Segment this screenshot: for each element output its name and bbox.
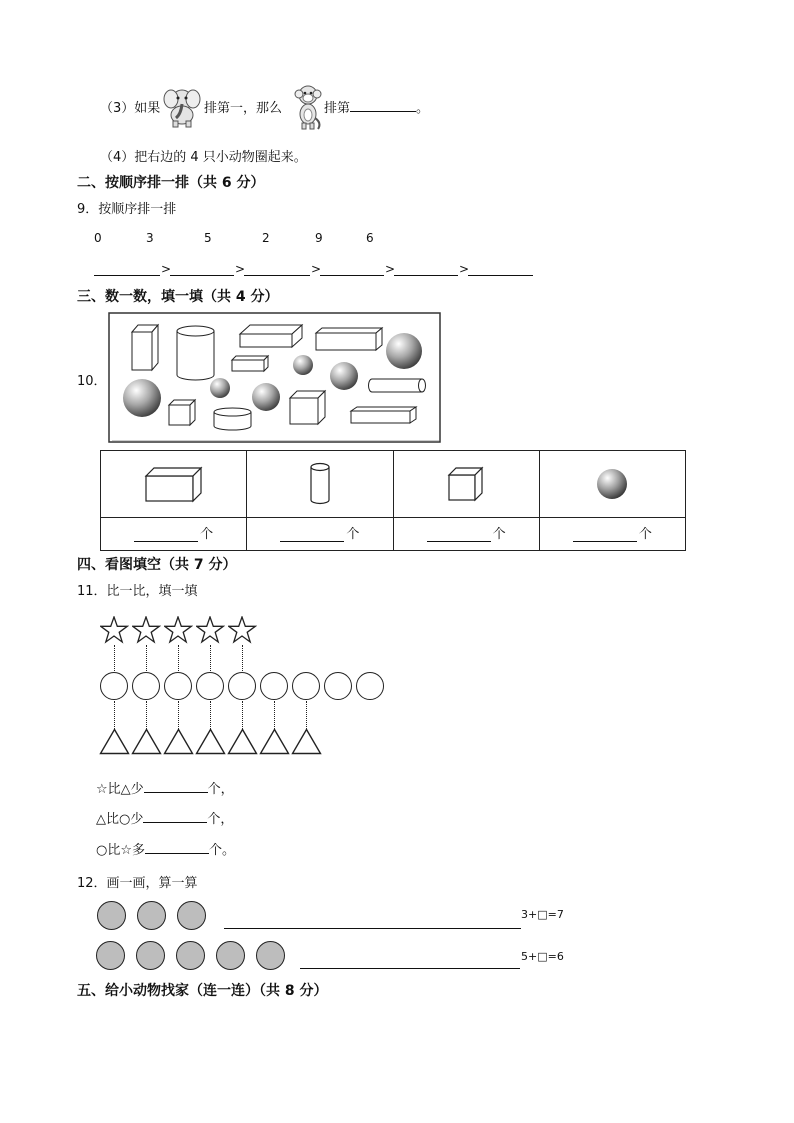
cylinder-cell bbox=[247, 451, 393, 518]
greater-than-sign: > bbox=[459, 262, 470, 276]
greater-than-sign: > bbox=[235, 262, 246, 276]
dotted-connector bbox=[210, 701, 211, 729]
circle-shape bbox=[228, 672, 256, 700]
order-blank-3[interactable] bbox=[244, 261, 310, 276]
number-5: 6 bbox=[366, 231, 374, 245]
equation-1: 3+□=7 bbox=[521, 908, 564, 921]
triangle-shape bbox=[131, 728, 162, 759]
grey-circle bbox=[177, 901, 206, 930]
cube-shape bbox=[169, 400, 195, 425]
equation-2: 5+□=6 bbox=[521, 950, 564, 963]
order-blank-2[interactable] bbox=[170, 261, 234, 276]
cuboid-shape bbox=[316, 328, 382, 350]
answer-blank-triangle-circle[interactable] bbox=[143, 810, 207, 823]
cuboid-shape bbox=[351, 407, 416, 423]
cuboid-shape bbox=[132, 325, 158, 370]
section-2-heading: 二、按顺序排一排（共 6 分） bbox=[77, 175, 265, 191]
fill-star-vs-triangle: ☆比△少 个， bbox=[96, 782, 234, 797]
question-10: 10． bbox=[77, 374, 107, 389]
cylinder-shape bbox=[214, 408, 251, 430]
answer-blank-circle-star[interactable] bbox=[145, 841, 209, 854]
cylinder-count-blank[interactable] bbox=[280, 529, 344, 542]
sphere-shape bbox=[252, 383, 280, 411]
circle-shape bbox=[164, 672, 192, 700]
shapes-picture bbox=[108, 312, 442, 444]
grey-circle bbox=[256, 941, 285, 970]
count-table: 个 个 个 个 bbox=[100, 450, 686, 551]
triangle-shape bbox=[163, 728, 194, 759]
question-9: 9．按顺序排一排 bbox=[77, 202, 177, 217]
grey-circle bbox=[96, 941, 125, 970]
number-3: 2 bbox=[262, 231, 270, 245]
star-shape bbox=[196, 616, 225, 648]
grey-circle bbox=[137, 901, 166, 930]
dotted-connector bbox=[114, 701, 115, 729]
cuboid-shape-icon bbox=[143, 464, 205, 504]
dotted-connector bbox=[146, 645, 147, 671]
dotted-connector bbox=[146, 701, 147, 729]
fill-circle-vs-star: ○比☆多 个。 bbox=[96, 843, 236, 858]
section-3-heading: 三、数一数，填一填（共 4 分） bbox=[77, 289, 279, 305]
dotted-connector bbox=[114, 645, 115, 671]
star-shape bbox=[228, 616, 257, 648]
triangle-shape bbox=[291, 728, 322, 759]
question-11: 11．比一比，填一填 bbox=[77, 584, 198, 599]
number-0: 0 bbox=[94, 231, 102, 245]
cuboid-shape bbox=[240, 325, 302, 347]
cylinder-shape bbox=[369, 379, 426, 392]
greater-than-sign: > bbox=[161, 262, 172, 276]
sphere-shape bbox=[210, 378, 230, 398]
order-blank-4[interactable] bbox=[320, 261, 384, 276]
number-4: 9 bbox=[315, 231, 323, 245]
answer-blank-q3[interactable] bbox=[350, 99, 416, 112]
order-blank-6[interactable] bbox=[468, 261, 533, 276]
cube-cell bbox=[393, 451, 539, 518]
answer-blank-star-triangle[interactable] bbox=[144, 780, 208, 793]
grey-circle bbox=[97, 901, 126, 930]
cylinder-shape-icon bbox=[309, 462, 331, 506]
circle-shape bbox=[260, 672, 288, 700]
sphere-shape bbox=[293, 355, 313, 375]
section-5-heading: 五、给小动物找家（连一连）（共 8 分） bbox=[77, 983, 328, 999]
dotted-connector bbox=[242, 645, 243, 671]
number-1: 3 bbox=[146, 231, 154, 245]
star-shape bbox=[164, 616, 193, 648]
triangle-shape bbox=[195, 728, 226, 759]
fill-triangle-vs-circle: △比○少 个， bbox=[96, 812, 234, 827]
cube-count-blank[interactable] bbox=[427, 529, 491, 542]
dotted-connector bbox=[274, 701, 275, 729]
circle-shape bbox=[324, 672, 352, 700]
star-shape bbox=[100, 616, 129, 648]
question-3-end: 排第 。 bbox=[324, 101, 430, 116]
sphere-shape bbox=[386, 333, 422, 369]
circle-shape bbox=[356, 672, 384, 700]
question-4: （4）把右边的 4 只小动物圈起来。 bbox=[100, 150, 307, 165]
sphere-cell bbox=[539, 451, 685, 518]
elephant-icon bbox=[162, 84, 202, 128]
drawing-line-2[interactable] bbox=[300, 968, 520, 969]
circle-shape bbox=[196, 672, 224, 700]
dotted-connector bbox=[178, 645, 179, 671]
question-3-middle: 排第一，那么 bbox=[204, 101, 283, 116]
triangle-shape bbox=[227, 728, 258, 759]
grey-circle bbox=[176, 941, 205, 970]
question-3: （3）如果 bbox=[100, 101, 161, 116]
order-blank-1[interactable] bbox=[94, 261, 160, 276]
cuboid-count-blank[interactable] bbox=[134, 529, 198, 542]
monkey-icon bbox=[293, 83, 323, 131]
sphere-count-blank[interactable] bbox=[573, 529, 637, 542]
circle-shape bbox=[100, 672, 128, 700]
grey-circle bbox=[216, 941, 245, 970]
triangle-shape bbox=[99, 728, 130, 759]
triangle-shape bbox=[259, 728, 290, 759]
greater-than-sign: > bbox=[385, 262, 396, 276]
order-blank-5[interactable] bbox=[394, 261, 458, 276]
circle-shape bbox=[132, 672, 160, 700]
section-4-heading: 四、看图填空（共 7 分） bbox=[77, 557, 237, 573]
question-12: 12．画一画，算一算 bbox=[77, 876, 198, 891]
greater-than-sign: > bbox=[311, 262, 322, 276]
dotted-connector bbox=[242, 701, 243, 729]
sphere-shape-icon bbox=[595, 467, 629, 501]
drawing-line-1[interactable] bbox=[224, 928, 521, 929]
cuboid-cell bbox=[101, 451, 247, 518]
cube-shape-icon bbox=[446, 465, 486, 503]
sphere-shape bbox=[123, 379, 161, 417]
cylinder-shape bbox=[177, 326, 214, 380]
star-shape bbox=[132, 616, 161, 648]
dotted-connector bbox=[210, 645, 211, 671]
number-2: 5 bbox=[204, 231, 212, 245]
cube-shape bbox=[290, 391, 325, 424]
grey-circle bbox=[136, 941, 165, 970]
dotted-connector bbox=[306, 701, 307, 729]
dotted-connector bbox=[178, 701, 179, 729]
cuboid-shape bbox=[232, 356, 268, 371]
sphere-shape bbox=[330, 362, 358, 390]
circle-shape bbox=[292, 672, 320, 700]
